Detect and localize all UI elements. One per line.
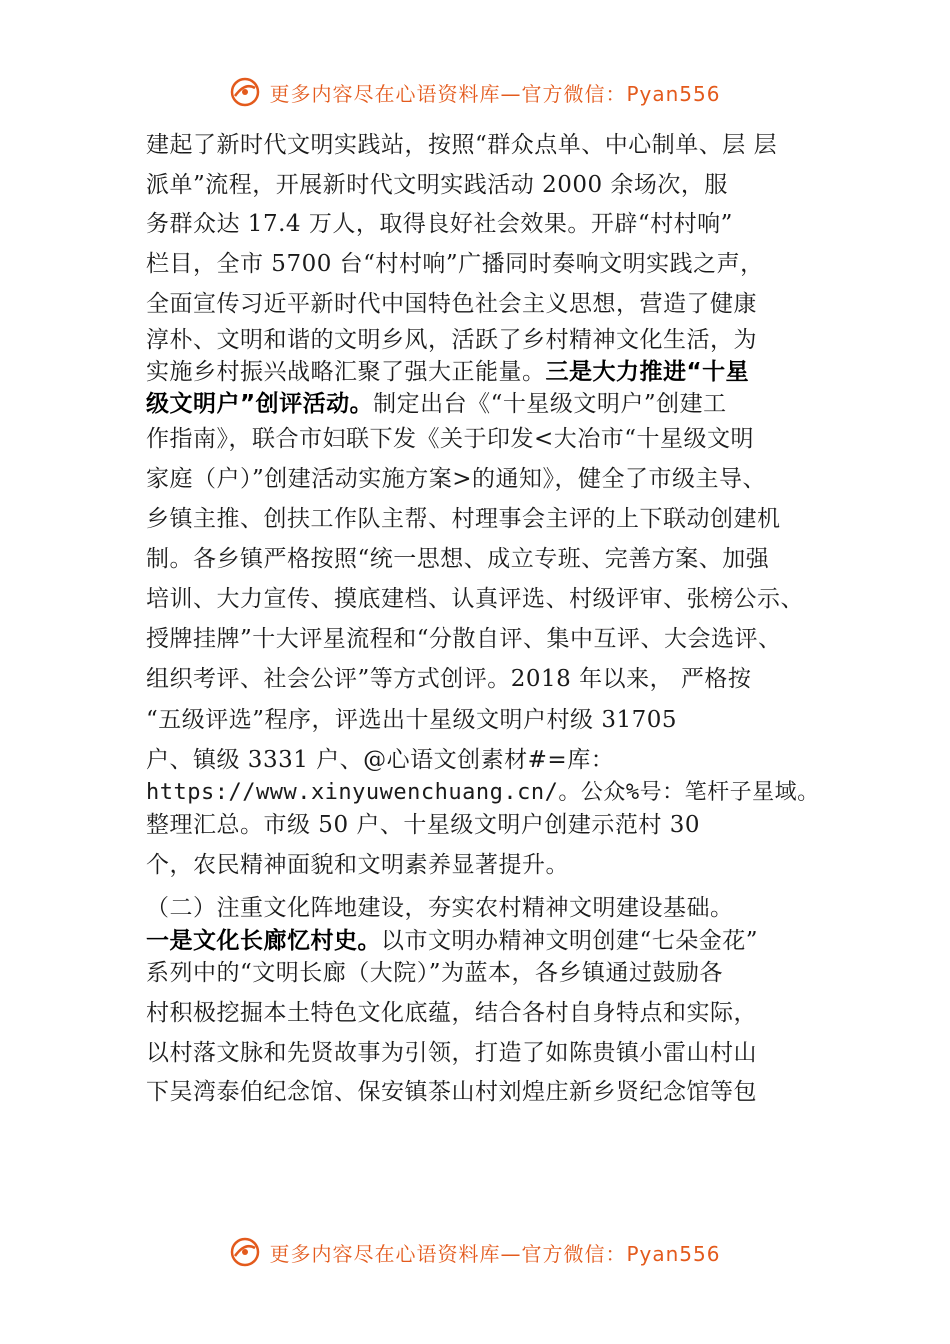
footer-watermark xyxy=(0,1232,950,1272)
text-line: 务群众达 17.4 万人，取得良好社会效果。开辟“村村响” xyxy=(146,211,733,237)
text-line: 系列中的“文明长廊（大院）”为蓝本，各乡镇通过鼓励各 xyxy=(146,960,724,986)
header-watermark xyxy=(0,72,950,112)
text-line: 栏目，全市 5700 台“村村响”广播同时奏响文明实践之声， xyxy=(146,251,764,277)
text-line: “五级评选”程序，评选出十星级文明户村级 31705 xyxy=(146,707,677,733)
text-line: 一是文化长廊忆村史。以市文明办精神文明创建“七朵金花” xyxy=(146,928,759,954)
text-line: https://www.xinyuwenchuang.cn/。公众%号：笔杆子星域。 xyxy=(146,780,820,805)
bold-heading: 三是大力推进“十星 xyxy=(545,359,750,385)
text-line: （二）注重文化阵地建设，夯实农村精神文明建设基础。 xyxy=(146,895,734,921)
text-line: 授牌挂牌”十大评星流程和“分散自评、集中互评、大会选评、 xyxy=(146,626,782,652)
text-line: 实施乡村振兴战略汇聚了强大正能量。三是大力推进“十星 xyxy=(146,359,750,385)
watermark-text: 更多内容尽在心语资料库—官方微信：Pyan556 xyxy=(269,1241,721,1266)
text-line: 派单”流程，开展新时代文明实践活动 2000 余场次，服 xyxy=(146,172,728,198)
text-line: 个，农民精神面貌和文明素养显著提升。 xyxy=(146,852,569,878)
text-line: 淳朴、文明和谐的文明乡风，活跃了乡村精神文化生活，为 xyxy=(146,327,757,353)
text-line: 家庭（户）”创建活动实施方案>的通知》，健全了市级主导、 xyxy=(146,466,767,492)
brand-logo-icon xyxy=(229,76,261,108)
text-line: 整理汇总。市级 50 户、十星级文明户创建示范村 30 xyxy=(146,812,700,838)
text-line: 级文明户”创评活动。制定出台《“十星级文明户”创建工 xyxy=(146,391,727,417)
text-line: 作指南》，联合市妇联下发《关于印发<大冶市“十星级文明 xyxy=(146,426,755,452)
bold-heading: 一是文化长廊忆村史。 xyxy=(146,928,381,954)
watermark-text: 更多内容尽在心语资料库—官方微信：Pyan556 xyxy=(269,81,721,106)
text-line: 制。各乡镇严格按照“统一思想、成立专班、完善方案、加强 xyxy=(146,546,770,572)
text-line: 乡镇主推、创扶工作队主帮、村理事会主评的上下联动创建机 xyxy=(146,506,781,532)
brand-logo-icon xyxy=(229,1236,261,1268)
text-line: 以村落文脉和先贤故事为引领，打造了如陈贵镇小雷山村山 xyxy=(146,1040,757,1066)
text-line: 组织考评、社会公评”等方式创评。2018 年以来， 严格按 xyxy=(146,666,752,692)
text-line: 户、镇级 3331 户、@心语文创素材#=库： xyxy=(146,747,615,773)
text-line: 全面宣传习近平新时代中国特色社会主义思想，营造了健康 xyxy=(146,291,757,317)
text-line: 下吴湾泰伯纪念馆、保安镇茶山村刘煌庄新乡贤纪念馆等包 xyxy=(146,1079,757,1105)
bold-heading: 级文明户”创评活动。 xyxy=(146,391,374,417)
text-line: 培训、大力宣传、摸底建档、认真评选、村级评审、张榜公示、 xyxy=(146,586,804,612)
text-line: 建起了新时代文明实践站，按照“群众点单、中心制单、层 层 xyxy=(146,132,778,158)
text-line: 村积极挖掘本土特色文化底蕴，结合各村自身特点和实际， xyxy=(146,1000,757,1026)
